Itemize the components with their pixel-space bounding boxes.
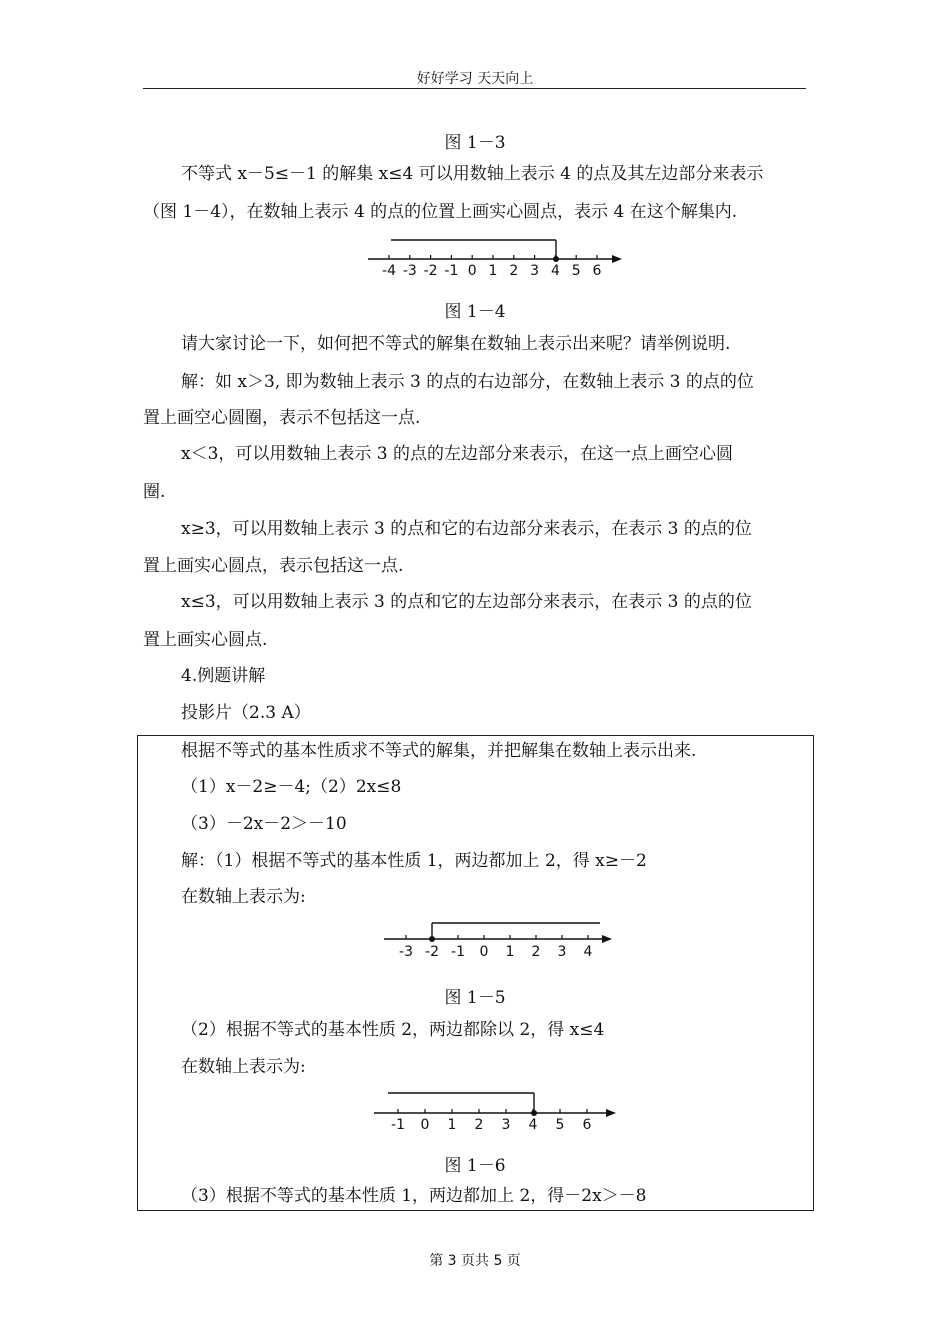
tick-label: -4 bbox=[382, 263, 396, 279]
tick-label: -1 bbox=[451, 944, 465, 960]
box-q12: （1）x－2≥－4;（2）2x≤8 bbox=[181, 777, 402, 797]
header-rule bbox=[143, 88, 806, 89]
tick-label: 2 bbox=[531, 944, 541, 960]
tick-label: -3 bbox=[399, 944, 413, 960]
discuss-text: 请大家讨论一下，如何把不等式的解集在数轴上表示出来呢？请举例说明. bbox=[181, 334, 731, 354]
tick-label: -1 bbox=[391, 1117, 405, 1133]
solution-bracket bbox=[388, 1093, 534, 1113]
tick-label: 4 bbox=[550, 263, 560, 279]
tick-label: 4 bbox=[528, 1117, 538, 1133]
tick-label: 6 bbox=[582, 1117, 592, 1133]
tick-label: 4 bbox=[583, 944, 593, 960]
para1-line2: （图 1－4），在数轴上表示 4 的点的位置上画实心圆点，表示 4 在这个解集内. bbox=[143, 202, 738, 222]
slide-label: 投影片（2.3 A） bbox=[181, 703, 311, 723]
tick-label: -1 bbox=[444, 263, 459, 279]
tick-label: 1 bbox=[505, 944, 515, 960]
tick-label: 2 bbox=[474, 1117, 484, 1133]
tick-label: -2 bbox=[423, 263, 438, 279]
tick-label: 0 bbox=[420, 1117, 430, 1133]
figure-1-4-caption: 图 1－4 bbox=[444, 302, 506, 322]
figure-1-3-caption: 图 1－3 bbox=[444, 133, 506, 153]
tick-label: 5 bbox=[555, 1117, 565, 1133]
sol2-line2: 圈. bbox=[143, 482, 166, 502]
box-on-axis2: 在数轴上表示为: bbox=[181, 1057, 306, 1077]
tick-label: -2 bbox=[425, 944, 439, 960]
para1-line1: 不等式 x－5≤－1 的解集 x≤4 可以用数轴上表示 4 的点及其左边部分来表示 bbox=[181, 164, 764, 184]
solution-bracket bbox=[391, 240, 556, 259]
tick-label: -3 bbox=[402, 263, 417, 279]
section-title: 4.例题讲解 bbox=[181, 666, 266, 686]
box-task: 根据不等式的基本性质求不等式的解集，并把解集在数轴上表示出来. bbox=[181, 741, 697, 761]
footer-page: 第 3 页共 5 页 bbox=[429, 1253, 521, 1269]
box-q3: （3）－2x－2＞－10 bbox=[181, 814, 347, 834]
sol3-line1: x≥3，可以用数轴上表示 3 的点和它的右边部分来表示，在表示 3 的点的位 bbox=[181, 519, 752, 539]
figure-1-5-caption: 图 1－5 bbox=[444, 988, 506, 1008]
example-box bbox=[137, 735, 814, 1211]
box-ans3: （3）根据不等式的基本性质 1，两边都加上 2，得－2x＞－8 bbox=[181, 1186, 647, 1206]
tick-label: 2 bbox=[509, 263, 519, 279]
sol1-line2: 置上画空心圆圈，表示不包括这一点. bbox=[143, 408, 421, 428]
solid-point bbox=[531, 1110, 537, 1116]
sol1-line1: 解：如 x＞3, 即为数轴上表示 3 的点的右边部分，在数轴上表示 3 的点的位 bbox=[181, 372, 754, 392]
header-title: 好好学习 天天向上 bbox=[416, 71, 534, 87]
figure-1-6-caption: 图 1－6 bbox=[444, 1156, 506, 1176]
solution-bracket bbox=[432, 923, 600, 939]
tick-label: 0 bbox=[467, 263, 477, 279]
axis-arrow bbox=[606, 1109, 616, 1117]
tick-label: 1 bbox=[488, 263, 498, 279]
tick-label: 0 bbox=[479, 944, 489, 960]
tick-label: 1 bbox=[447, 1117, 457, 1133]
sol4-line1: x≤3，可以用数轴上表示 3 的点和它的左边部分来表示，在表示 3 的点的位 bbox=[181, 592, 752, 612]
tick-label: 3 bbox=[501, 1117, 511, 1133]
sol2-line1: x＜3，可以用数轴上表示 3 的点的左边部分来表示，在这一点上画空心圆 bbox=[181, 444, 734, 464]
number-line-figure-1-5 bbox=[378, 915, 628, 969]
box-ans2: （2）根据不等式的基本性质 2，两边都除以 2，得 x≤4 bbox=[181, 1020, 605, 1040]
tick-label: 3 bbox=[557, 944, 567, 960]
sol3-line2: 置上画实心圆点，表示包括这一点. bbox=[143, 556, 404, 576]
box-on-axis1: 在数轴上表示为: bbox=[181, 887, 306, 907]
number-line-figure-1-6 bbox=[370, 1085, 630, 1139]
tick-label: 3 bbox=[530, 263, 540, 279]
axis-arrow bbox=[612, 255, 622, 263]
box-ans1: 解：（1）根据不等式的基本性质 1，两边都加上 2，得 x≥－2 bbox=[181, 851, 647, 871]
axis-arrow bbox=[602, 935, 612, 943]
tick-label: 6 bbox=[592, 263, 602, 279]
sol4-line2: 置上画实心圆点. bbox=[143, 630, 268, 650]
solid-point bbox=[553, 256, 559, 262]
number-line-figure-1-4 bbox=[360, 230, 630, 284]
tick-label: 5 bbox=[571, 263, 581, 279]
